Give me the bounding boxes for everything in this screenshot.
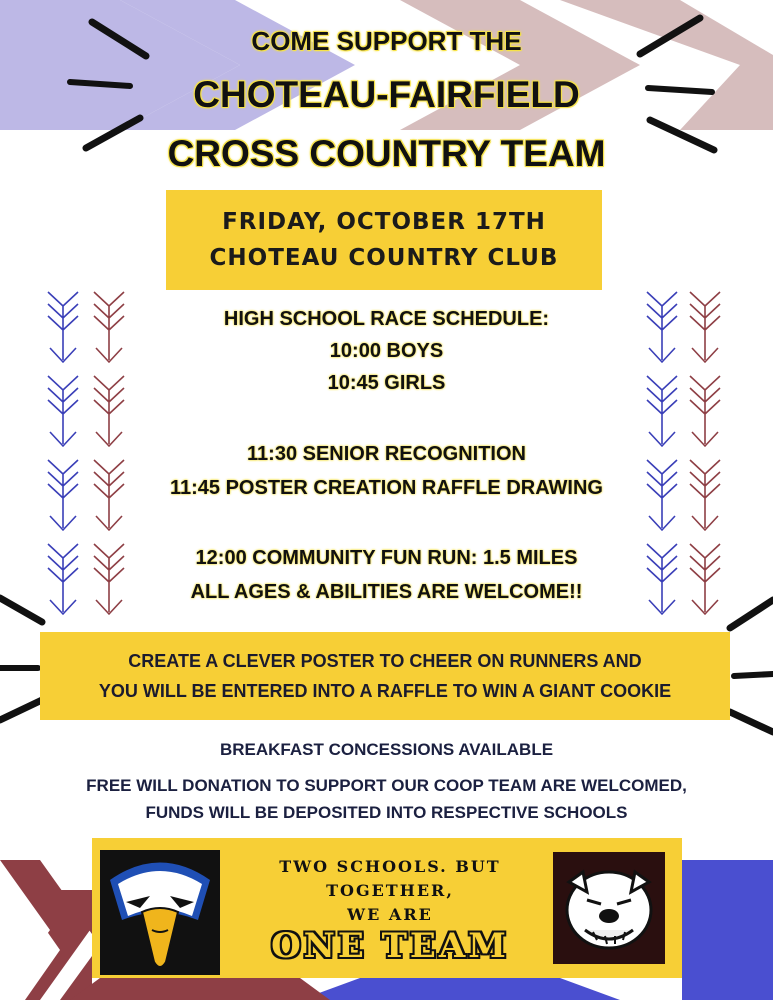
team-line-2: TOGETHER,: [326, 881, 454, 900]
header-line-1: COME SUPPORT THE: [251, 26, 522, 56]
poster-raffle-box: [40, 632, 730, 720]
schedule-boys: 10:00 BOYS: [329, 340, 444, 362]
event-location: CHOTEAU COUNTRY CLUB: [209, 245, 559, 271]
schedule-raffle: 11:45 POSTER CREATION RAFFLE DRAWING: [169, 477, 603, 499]
team-line-4: ONE TEAM: [271, 926, 509, 966]
header-line-2: CHOTEAU-FAIRFIELD: [193, 74, 580, 115]
schedule-girls: 10:45 GIRLS: [327, 372, 446, 394]
event-date: FRIDAY, OCTOBER 17TH: [222, 209, 546, 235]
team-line-1: TWO SCHOOLS. BUT: [279, 857, 501, 876]
donation-line-2: FUNDS WILL BE DEPOSITED INTO RESPECTIVE SCHOOLS: [145, 803, 628, 822]
eagle-mascot-icon: [100, 850, 220, 975]
team-line-3: WE ARE: [347, 905, 433, 924]
header-line-3: CROSS COUNTRY TEAM: [167, 133, 606, 174]
date-location-box: [166, 190, 602, 290]
schedule-senior: 11:30 SENIOR RECOGNITION: [247, 443, 526, 465]
bulldog-mascot-icon: [553, 852, 665, 964]
concessions-text: BREAKFAST CONCESSIONS AVAILABLE: [219, 740, 554, 759]
poster-line-2: YOU WILL BE ENTERED INTO A RAFFLE TO WIN A GIANT COOKIE: [98, 681, 672, 701]
schedule-heading: HIGH SCHOOL RACE SCHEDULE:: [223, 308, 550, 330]
schedule-welcome: ALL AGES & ABILITIES ARE WELCOME!!: [190, 581, 583, 603]
poster-line-1: CREATE A CLEVER POSTER TO CHEER ON RUNNERS AND: [128, 651, 642, 671]
schedule-fun-run: 12:00 COMMUNITY FUN RUN: 1.5 MILES: [195, 547, 578, 569]
donation-line-1: FREE WILL DONATION TO SUPPORT OUR COOP TEAM ARE WELCOMED,: [86, 776, 687, 795]
